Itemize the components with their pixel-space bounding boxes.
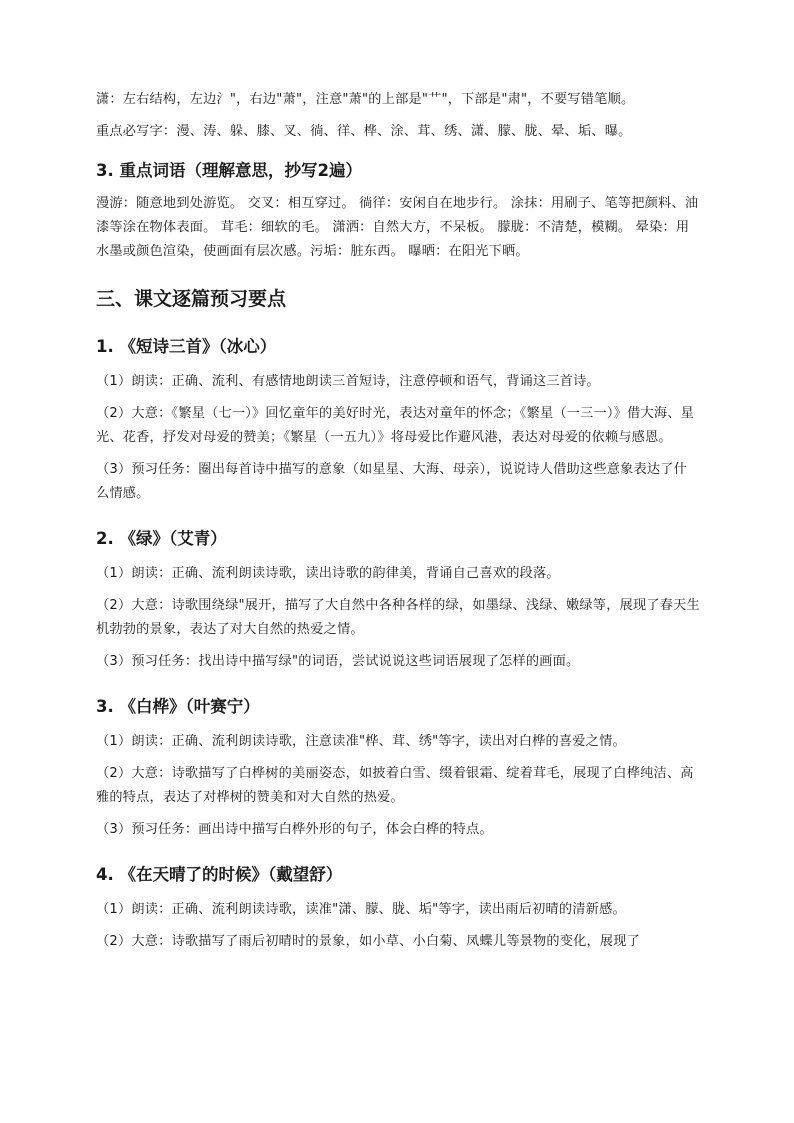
lesson-heading-short-poems: 1. 《短诗三首》（冰心） xyxy=(96,337,277,356)
lesson-item: （1）朗读：正确、流利朗读诗歌，读准"潇、朦、胧、垢"等字，读出雨后初晴的清新感。 xyxy=(96,902,626,917)
lesson-item: （3）预习任务：找出诗中描写绿"的词语，尝试说说这些词语展现了怎样的画面。 xyxy=(96,654,580,669)
lesson-item: （2）大意：《繁星（七一）》回忆童年的美好时光，表达对童年的怀念；《繁星（一三一）》借大海、星光、花香，抒发对母爱的赞美；《繁星（一五九）》将母爱比作避风港，表达对母爱的依赖与感恩。 xyxy=(96,406,695,445)
lesson-item: （3）预习任务：画出诗中描写白桦外形的句子，体会白桦的特点。 xyxy=(96,822,493,837)
part-heading-lesson-preview: 三、课文逐篇预习要点 xyxy=(96,288,287,310)
lesson-heading-birch: 3. 《白桦》（叶赛宁） xyxy=(96,697,260,716)
section-heading-key-words: 3. 重点词语（理解意思，抄写2遍） xyxy=(96,161,362,180)
lesson-item: （1）朗读：正确、流利朗读诗歌，注意读准"桦、茸、绣"等字，读出对白桦的喜爱之情。 xyxy=(96,734,626,749)
lesson-item: （1）朗读：正确、流利朗读诗歌，读出诗歌的韵律美，背诵自己喜欢的段落。 xyxy=(96,566,560,581)
lesson-heading-green: 2. 《绿》（艾青） xyxy=(96,529,227,548)
intro-line-key-characters: 重点必写字：漫、涛、躲、膝、叉、徜、徉、桦、涂、茸、绣、潇、朦、胧、晕、垢、曝。 xyxy=(96,124,632,139)
document-page xyxy=(96,88,700,954)
lesson-item: （1）朗读：正确、流利、有感情地朗读三首短诗，注意停顿和语气，背诵这三首诗。 xyxy=(96,374,600,389)
lesson-item: （2）大意：诗歌描写了白桦树的美丽姿态，如披着白雪、缀着银霜、绽着茸毛，展现了白桦纯洁、高雅的特点，表达了对桦树的赞美和对大自然的热爱。 xyxy=(96,766,694,805)
intro-line-xiao: 潇：左右结构，左边氵"，右边"萧"，注意"萧"的上部是"艹"，下部是"肃"，不要写错笔顺。 xyxy=(96,92,635,107)
lesson-item: （2）大意：诗歌描写了雨后初晴时的景象，如小草、小白菊、凤蝶儿等景物的变化，展现了 xyxy=(96,934,641,949)
lesson-item: （2）大意：诗歌围绕绿"展开，描写了大自然中各种各样的绿，如墨绿、浅绿、嫩绿等，展现了春天生机勃勃的景象，表达了对大自然的热爱之情。 xyxy=(96,598,700,637)
lesson-heading-sunny-day: 4. 《在天晴了的时候》（戴望舒） xyxy=(96,865,343,884)
key-words-paragraph: 漫游：随意地到处游览。 交叉：相互穿过。 徜徉：安闲自在地步行。 涂抹：用刷子、笔等把颜料、油漆等涂在物体表面。 茸毛：细软的毛。 潇洒：自然大方，不呆板。 朦胧：不清楚，模糊。 晕染：用水墨或颜色渲染，使画面有层次感。污垢：脏东西。 曝晒：在阳光下晒。 xyxy=(96,196,699,259)
lesson-item: （3）预习任务：圈出每首诗中描写的意象（如星星、大海、母亲），说说诗人借助这些意象表达了什么情感。 xyxy=(96,462,688,501)
